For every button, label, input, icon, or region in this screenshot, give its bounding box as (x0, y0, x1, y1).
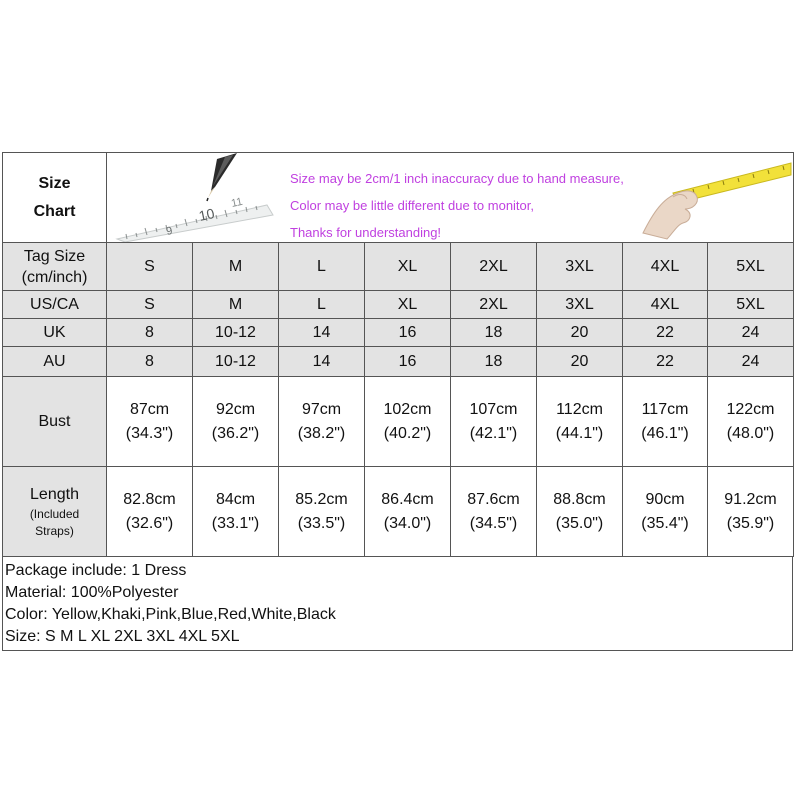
uk-cell: 22 (623, 319, 708, 347)
color-line: Color: Yellow,Khaki,Pink,Blue,Red,White,Black (5, 606, 336, 623)
ruler-number-11: 11 (230, 195, 244, 210)
bust-cell: 122cm (48.0") (708, 377, 794, 467)
bust-label: Bust (3, 377, 107, 467)
note-line-1: Size may be 2cm/1 inch inaccuracy due to hand measure, (290, 171, 624, 186)
usca-cell: L (279, 291, 365, 319)
uk-cell: 18 (451, 319, 537, 347)
au-cell: 18 (451, 347, 537, 377)
usca-label: US/CA (3, 291, 107, 319)
bust-cell: 117cm (46.1") (623, 377, 708, 467)
uk-row (3, 319, 794, 347)
uk-cell: 20 (537, 319, 623, 347)
length-label (3, 467, 107, 557)
ruler-number-10: 10 (197, 205, 216, 224)
usca-cell: XL (365, 291, 451, 319)
usca-row (3, 291, 794, 319)
usca-cell: 4XL (623, 291, 708, 319)
note-line-2: Color may be little different due to monitor, (290, 198, 534, 213)
length-note-line-1: (Included (29, 506, 80, 521)
header-row (3, 153, 794, 243)
bust-cell: 97cm (38.2") (279, 377, 365, 467)
bust-cell: 112cm (44.1") (537, 377, 623, 467)
au-cell: 14 (279, 347, 365, 377)
notice-text (290, 165, 624, 243)
uk-cell: 16 (365, 319, 451, 347)
bust-cell: 87cm (34.3") (107, 377, 193, 467)
uk-label: UK (3, 319, 107, 347)
size-chart (2, 152, 793, 645)
au-cell: 8 (107, 347, 193, 377)
length-cell: 88.8cm (35.0") (537, 467, 623, 557)
tag-size-cell: 5XL (708, 243, 794, 291)
au-cell: 10-12 (193, 347, 279, 377)
tag-size-cell: M (193, 243, 279, 291)
usca-cell: S (107, 291, 193, 319)
title-line-2: Chart (33, 202, 76, 220)
bust-cell: 107cm (42.1") (451, 377, 537, 467)
uk-cell: 14 (279, 319, 365, 347)
tag-size-row (3, 243, 794, 291)
uk-cell: 10-12 (193, 319, 279, 347)
size-table (2, 152, 794, 557)
length-cell: 87.6cm (34.5") (451, 467, 537, 557)
au-cell: 16 (365, 347, 451, 377)
size-line: Size: S M L XL 2XL 3XL 4XL 5XL (5, 628, 240, 645)
length-label-text: Length (30, 485, 79, 503)
tag-size-cell: 2XL (451, 243, 537, 291)
usca-cell: 2XL (451, 291, 537, 319)
title-line-1: Size (38, 174, 71, 192)
product-details (2, 557, 793, 651)
uk-cell: 8 (107, 319, 193, 347)
tag-size-cell: XL (365, 243, 451, 291)
length-cell: 91.2cm (35.9") (708, 467, 794, 557)
ruler-number-9: 9 (165, 224, 174, 238)
length-cell: 90cm (35.4") (623, 467, 708, 557)
note-line-3: Thanks for understanding! (290, 225, 442, 240)
length-cell: 84cm (33.1") (193, 467, 279, 557)
uk-cell: 24 (708, 319, 794, 347)
au-row (3, 347, 794, 377)
bust-cell: 102cm (40.2") (365, 377, 451, 467)
bust-cell: 92cm (36.2") (193, 377, 279, 467)
au-label: AU (3, 347, 107, 377)
pencil-ruler-image (107, 153, 277, 242)
bust-row (3, 377, 794, 467)
tag-size-cell: 4XL (623, 243, 708, 291)
tag-size-label-line-1: Tag Size (23, 247, 86, 265)
tag-size-cell: L (279, 243, 365, 291)
tag-size-label (3, 243, 107, 291)
usca-cell: M (193, 291, 279, 319)
tag-size-cell: S (107, 243, 193, 291)
tape-measure-hand-image (633, 153, 793, 242)
usca-cell: 5XL (708, 291, 794, 319)
tag-size-label-line-2: (cm/inch) (21, 268, 88, 286)
material-line: Material: 100%Polyester (5, 584, 179, 601)
package-include-line: Package include: 1 Dress (5, 562, 187, 579)
tag-size-cell: 3XL (537, 243, 623, 291)
au-cell: 24 (708, 347, 794, 377)
length-note-line-2: Straps) (35, 523, 74, 538)
length-row (3, 467, 794, 557)
length-cell: 85.2cm (33.5") (279, 467, 365, 557)
au-cell: 20 (537, 347, 623, 377)
length-cell: 86.4cm (34.0") (365, 467, 451, 557)
notice-banner (107, 153, 794, 243)
chart-title (3, 153, 107, 243)
length-cell: 82.8cm (32.6") (107, 467, 193, 557)
au-cell: 22 (623, 347, 708, 377)
usca-cell: 3XL (537, 291, 623, 319)
